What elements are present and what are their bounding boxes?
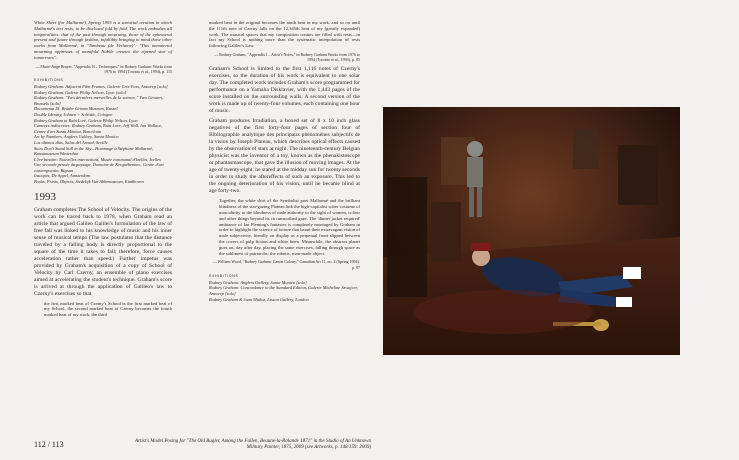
artwork-photograph — [383, 107, 680, 355]
exhibition-item: Inscapes, De Appel, Amsterdam — [34, 173, 90, 179]
indented-quote: Together, the white shirt of the Symbolist poet Mallarmé and the brilliant blindness of the star-gazing Plateau link the high-capitalist sober costume of masculinity to the blindness of male authority to the sight of women, colour and other things beyond its circumscribed gaze. The 'dinner jacket required' ambiance of Ian Fleming's fantasies is completely montaged by Graham in order to highlight the science of torture that haunt their extravagant vision of male subjectivity, literally on display as a perpetual front slipped between the covers of pulp fiction and white linen. Meanwhile, the abstract planet goes on, day after day, placing the same exercises, falling through space as the sublimest of patriarchs: the robotic, man-made object. — [219, 198, 360, 256]
photo-caption: Artist's Model Posing for "The Old Bugler, Among the Fallen, Beaune-la-Rolande 1871" in the Studio of An Unknown Military Painter, 1875, 2009 (see Artworks, p. 148/159: 2009) — [134, 439, 371, 451]
quote-source: — Marie-Ange Brayer, "Appendix II – Techniques," in Rodney Graham: Works from 1976 to 1994 (Toronto et al., 1994), p. 115 — [35, 63, 172, 74]
body-text: Graham completes The School of Velocity. The origins of the work can be traced back to 1978, when Graham read an article that argued Galileo Galilei's formulation of the law of free fall was linked to his knowledge of music and his inner sense of musical tempo (The law postulates that the distance traveled by a falling body is directly proportional to the square of the time it takes to fall; therefore, force causes acceleration rather than speed.) Further impetus was provided by Graham's acquisition of a copy of School of Velocity by Carl Czerny, an ensemble of piano exercises aimed at accelerating the student's technique. Graham's score is arrived at through the application of Galileo's law to Czerny's exercises so that — [34, 206, 172, 297]
exhibition-item: Los últimos días, Salas del Arenal, Seville — [34, 139, 108, 145]
exhibition-item: Documenta IX, Brüder Grimm Museum, Kassel — [34, 106, 118, 112]
exhibition-item: Stars Don't Stand Still in the Sky—Hommage à Stéphane Mallarmé, Kunstmuseum Winterthur — [34, 145, 154, 157]
exhibition-item: Rodney Graham: "Yves dernières merveilles de la science," Yves Gevaert, Brussels [solo] — [34, 95, 164, 106]
exhibitions-list — [34, 84, 172, 185]
continued-quote: marked beat in the original becomes the ninth beat in my work, and so on until the 111th note of Czerny falls on the 12,345th beat of my (greatly expanded) work. The musical spaces that my composition creates are filled with rests—in fact my School is nothing more than the systematic interpolation of rests following Galileo's Law. — [209, 20, 360, 49]
exhibition-item: Rodney Graham & Juan Muñoz, Lisson Gallery, London — [209, 296, 309, 302]
year-heading: 1993 — [34, 190, 56, 203]
exhibition-item: Une seconde pensée du paysage, Domaine de Kerguéhennec, Centre d'art contemporain, Bignan — [34, 162, 164, 173]
exhibition-item: Books, Prints, Objects, Stedelijk Van Abbemuseum, Eindhoven — [34, 179, 144, 185]
exhibition-item: Rodney Graham, Galerie Philip Nelson, Lyon [solo] — [34, 89, 127, 95]
exhibition-item: Rodney Graham: Concordance to the Standard Edition, Galerie Micheline Szwajcer, Antwerp [solo] — [209, 285, 358, 296]
exhibition-item: Rodney Graham: Adjacent Film Frames, Galerie Cris-Foss, Antwerp [solo] — [34, 83, 168, 89]
exhibitions-list — [209, 280, 360, 302]
quote-source: — Rodney Graham, "Appendix I – Artist's Notes," in Rodney Graham Works from 1976 to 1994 (Toronto et al., 1994), p. 85 — [214, 51, 360, 63]
exhibition-item: Rodney Graham at Rain Lore, Galerie Philip Nelson, Lyon — [34, 117, 138, 123]
quote-source: — William Wood, "Rodney Graham: Canon Colony," Canadian Art 11, no. 2 (Spring 1994): p. 87 — [212, 259, 360, 270]
helmet-shape — [467, 141, 483, 157]
body-text: Graham produces Irradiation, a boxed set of 8 x 10 inch glass negatives of the first forty-four pages of section four of Bibliographie analytique des principaux phénomènes subjectifs de la vision by Joseph Plateau, which describes optical effects caused by the observation of stars at night. The nineteenth-century Belgian physicist was the inventor of a toy, known as the phenakistoscope or phantasmascope, that gave the illusion of moving images. At the age of twenty-eight, he stared at the midday sun for twenty seconds in order to study the aftereffects of such an exposure. This led to the ongoing deterioration of his vision, until he became blind at age forty-two. — [209, 118, 360, 195]
exhibitions-heading: EXHIBITIONS — [209, 273, 239, 278]
middle-column — [209, 20, 360, 302]
exhibition-item: Art by Numbers, Anglers Gallery, Santa Monica — [34, 134, 119, 140]
exhibition-item: Rodney Graham: Anglers Gallery, Santa Monica [solo] — [209, 279, 307, 285]
indented-quote: the first marked beat of Czerny's School is the first marked beat of my School, the second marked beat of Czerny becomes the fourth marked beat of my work, the third — [44, 300, 172, 318]
exhibition-item: Double Identity, Johnen + Schöttle, Cologne — [34, 111, 113, 117]
exhibition-item: Cameres indiscretes: Rodney Graham, Rain Lore, Jeff Wall, Ian Wallace, Centre d'art Santa Mònica, Barcelona — [34, 123, 163, 134]
exhibition-item: L'ère binaire: Nouvelles interactions, Musée communal d'Ixelles, Ixelles — [34, 156, 161, 162]
body-text: Graham's School is limited to the first 1,116 notes of Czerny's exercises, so the duration of his work is equivalent to one solar day. The completed work includes Graham's score programmed for performance on a Yamaha Disklavier, with the 1,443 pages of the score installed on the surrounding walls. A second version of the work is made up of twenty-four volumes, each containing one hour of music. — [209, 66, 360, 115]
exhibitions-heading: EXHIBITIONS — [34, 77, 64, 82]
left-column — [34, 20, 172, 321]
opening-quote: White Sheet (for Mallarmé), Spring 1993 is a sartorial creation in which Mallarmé's text rests, to be disclosed fold by fold. The work embodies all temporalities: that of the past through mourning, those of the ephemeral present and future through fashion, infallibly bringing to mind those other works from Mallarmé, in "Tombeau (de Verlaine)": "This immaterial mourning oppresses of manifold Nubile creases the ripened star of tomorrows". — [34, 20, 172, 60]
page-numbers: 112 / 113 — [34, 440, 64, 449]
